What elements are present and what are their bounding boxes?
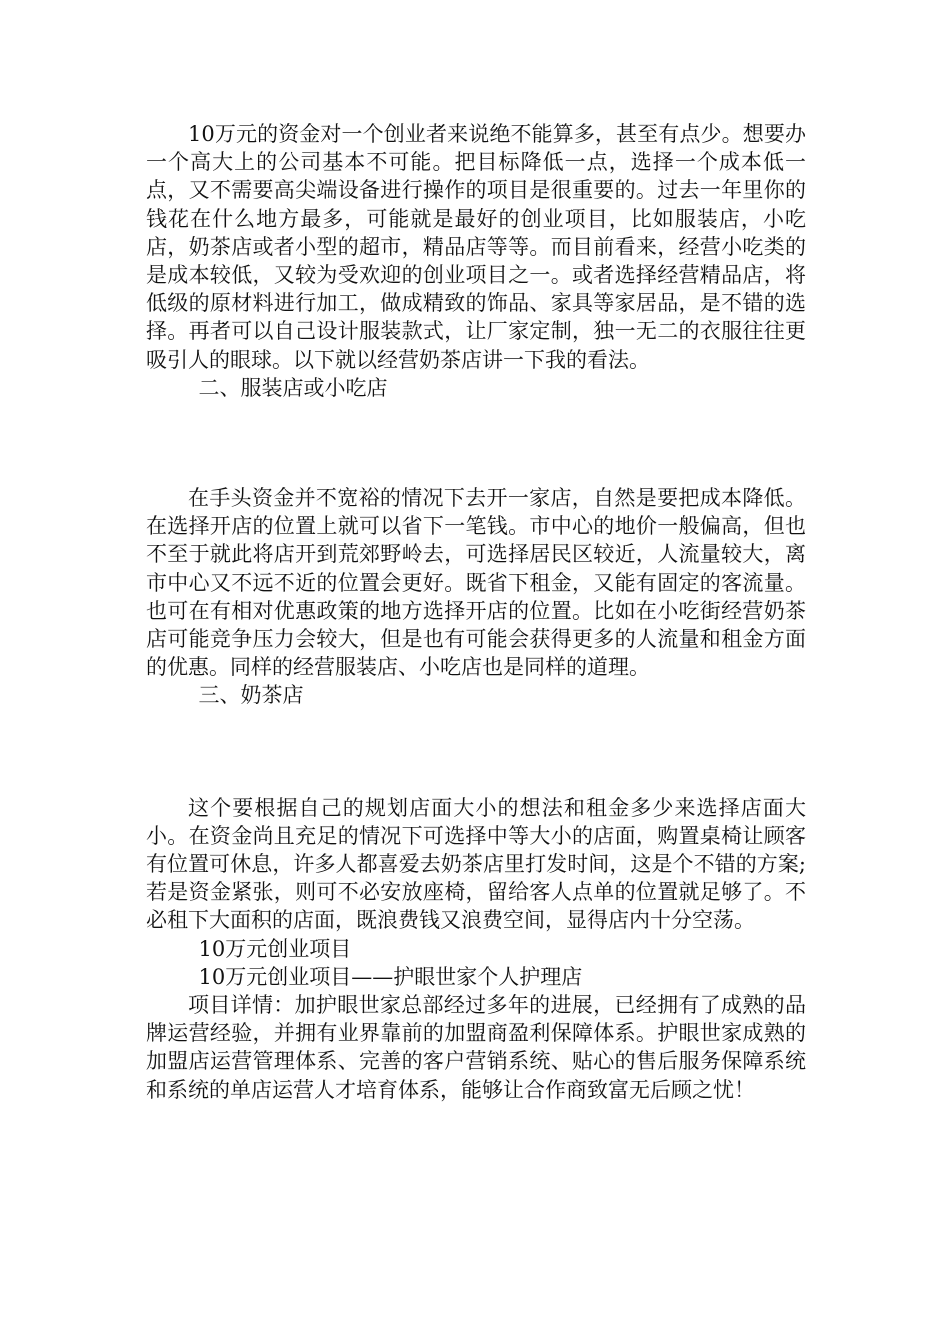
paragraph-intro: 10万元的资金对一个创业者来说绝不能算多，甚至有点少。想要办一个高大上的公司基本不可能。把目标降低一点，选择一个成本低一点，又不需要高尖端设备进行操作的项目是很重要的。过去一年里你的钱花在什么地方最多，可能就是最好的创业项目，比如服装店，小吃店，奶茶店或者小型的超市，精品店等等。而目前看来，经营小吃类的是成本较低，又较为受欢迎的创业项目之一。或者选择经营精品店，将低级的原材料进行加工，做成精致的饰品、家具等家居品，是不错的选择。再者可以自己设计服装款式，让厂家定制，独一无二的衣服往往更吸引人的眼球。以下就以经营奶茶店讲一下我的看法。 <box>146 122 806 372</box>
heading-milk-tea-store: 三、奶茶店 <box>198 683 304 708</box>
document-body <box>146 120 806 1104</box>
heading-clothing-snack-store: 二、服装店或小吃店 <box>198 375 388 400</box>
paragraph-store-size: 这个要根据自己的规划店面大小的想法和租金多少来选择店面大小。在资金尚且充足的情况下可选择中等大小的店面，购置桌椅让顾客有位置可休息，许多人都喜爱去奶茶店里打发时间，这是个不错的方案;若是资金紧张，则可不必安放座椅，留给客人点单的位置就足够了。不必租下大面积的店面，既浪费钱又浪费空间，显得店内十分空荡。 <box>146 795 806 933</box>
line-project-subtitle: 10万元创业项目——护眼世家个人护理店 <box>198 964 583 989</box>
blank-space <box>146 710 806 794</box>
paragraph-project-details: 项目详情：加护眼世家总部经过多年的进展，已经拥有了成熟的品牌运营经验，并拥有业界靠前的加盟商盈利保障体系。护眼世家成熟的加盟店运营管理体系、完善的客户营销系统、贴心的售后服务保障系统和系统的单店运营人才培育体系，能够让合作商致富无后顾之忧！ <box>146 993 806 1102</box>
line-project-title: 10万元创业项目 <box>198 936 352 961</box>
paragraph-store-location: 在手头资金并不宽裕的情况下去开一家店，自然是要把成本降低。在选择开店的位置上就可以省下一笔钱。市中心的地价一般偏高，但也不至于就此将店开到荒郊野岭去，可选择居民区较近，人流量较大，离市中心又不远不近的位置会更好。既省下租金，又能有固定的客流量。也可在有相对优惠政策的地方选择开店的位置。比如在小吃街经营奶茶店可能竞争压力会较大，但是也有可能会获得更多的人流量和租金方面的优惠。同样的经营服装店、小吃店也是同样的道理。 <box>146 486 806 680</box>
blank-space <box>146 402 806 484</box>
